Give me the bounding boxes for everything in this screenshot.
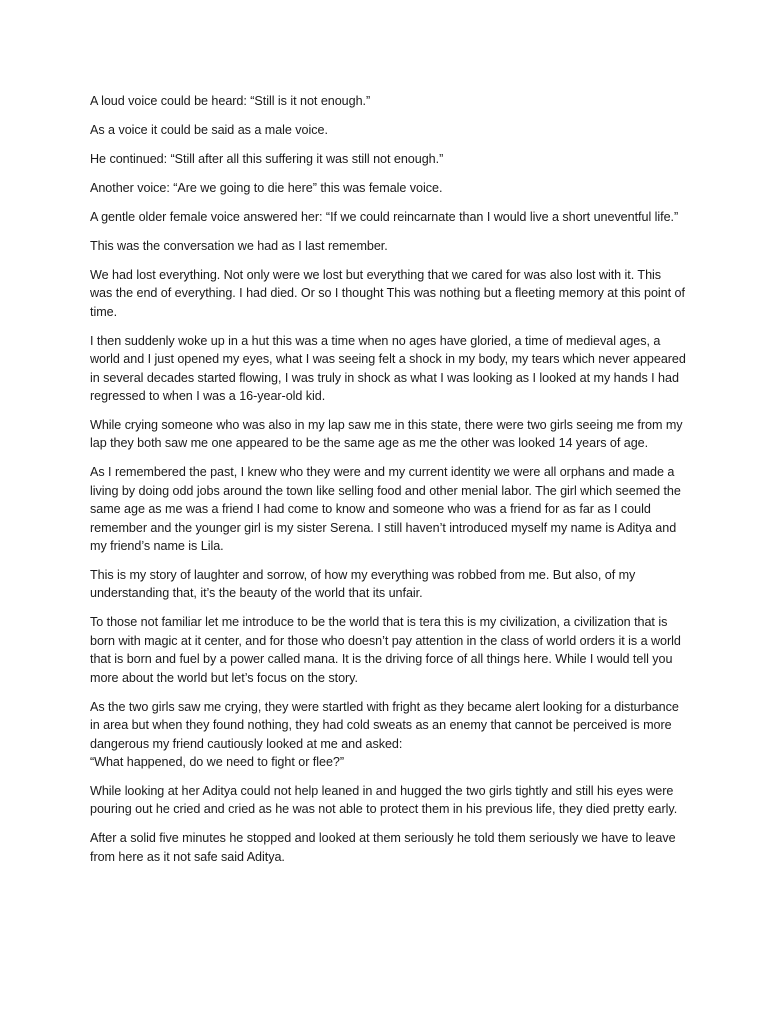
paragraph: While crying someone who was also in my lap saw me in this state, there were two girls seeing me from my lap they both saw me one appeared to be the same age as me the other was looked 14 years of age. [90, 418, 683, 451]
document-body [90, 92, 686, 877]
paragraph: A loud voice could be heard: “Still is it not enough.” [90, 94, 371, 108]
paragraph: Another voice: “Are we going to die here” this was female voice. [90, 181, 443, 195]
paragraph: While looking at her Aditya could not help leaned in and hugged the two girls tightly and still his eyes were pouring out he cried and cried as he was not able to protect them in his previous life, they died pretty early. [90, 783, 678, 817]
paragraph: To those not familiar let me introduce to be the world that is tera this is my civilization, a civilization that is born with magic at it center, and for those who doesn’t pay attention in the class of world orders it is a world that is born and fuel by a power called mana. It is the driving force of all things here. While I would tell you more about the world but let’s focus on the story. [90, 615, 681, 685]
paragraph: He continued: “Still after all this suffering it was still not enough.” [90, 152, 444, 166]
paragraph: As I remembered the past, I knew who they were and my current identity we were all orphans and made a living by doing odd jobs around the town like selling food and other menial labor. The girl which seemed the same age as me was a friend I had come to know and someone who was a friend for as far as I could remember and the younger girl is my sister Serena. I still haven’t introduced myself my name is Aditya and my friend’s name is Lila. [90, 465, 681, 554]
paragraph: A gentle older female voice answered her: “If we could reincarnate than I would live a short uneventful life.” [90, 210, 679, 224]
paragraph: This was the conversation we had as I last remember. [90, 239, 388, 253]
paragraph: As a voice it could be said as a male voice. [90, 123, 328, 137]
paragraph: I then suddenly woke up in a hut this was a time when no ages have gloried, a time of medieval ages, a world and I just opened my eyes, what I was seeing felt a shock in my body, my tears which never appeared in several decades started flowing, I was truly in shock as what I was looking as I looked at my hands I had regressed to when I was a 16-year-old kid. [90, 333, 686, 404]
paragraph: This is my story of laughter and sorrow, of how my everything was robbed from me. But also, of my understanding that, it’s the beauty of the world that its unfair. [90, 568, 636, 601]
paragraph: We had lost everything. Not only were we lost but everything that we cared for was also lost with it. This was the end of everything. I had died. Or so I thought This was nothing but a fleeting memory at this point of time. [90, 268, 685, 319]
paragraph: As the two girls saw me crying, they were startled with fright as they became alert looking for a disturbance in area but when they found nothing, they had cold sweats as an enemy that cannot be perceived is more dangerous my friend cautiously looked at me and asked: “What happened, do we need to fight or flee?” [90, 699, 679, 769]
paragraph: After a solid five minutes he stopped and looked at them seriously he told them seriously we have to leave from here as it not safe said Aditya. [90, 831, 676, 864]
